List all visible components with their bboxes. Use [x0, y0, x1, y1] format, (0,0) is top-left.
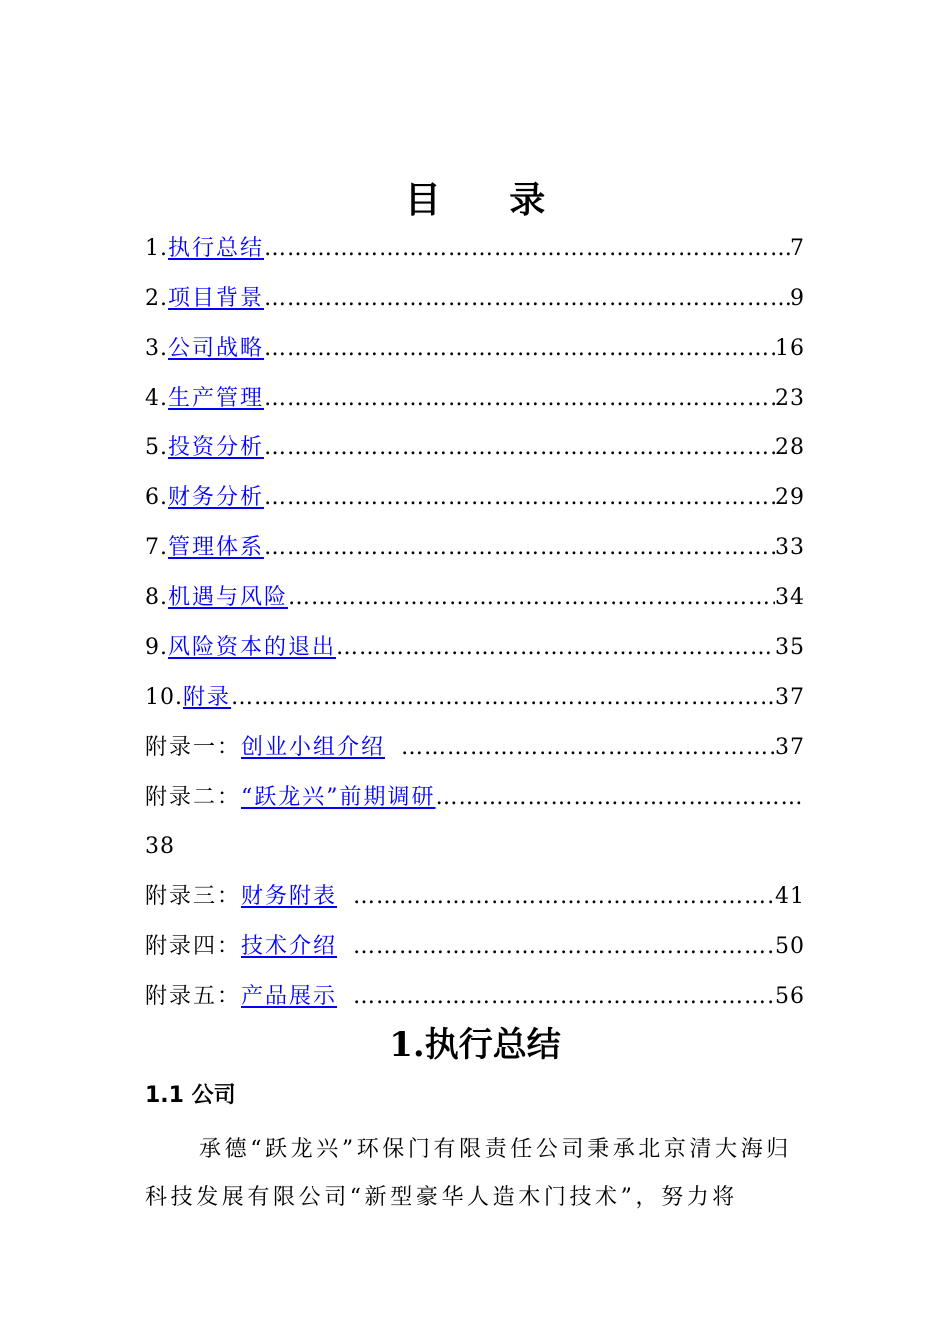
toc-page-number: 9	[790, 286, 805, 311]
toc-entry-number: 2.	[145, 286, 168, 311]
toc-dot-leader	[401, 733, 775, 763]
toc-dot-leader	[436, 783, 805, 813]
toc-entry	[145, 234, 805, 264]
toc-dot-leader	[264, 384, 775, 414]
toc-link-executive-summary[interactable]: 执行总结	[168, 236, 265, 261]
toc-entry	[145, 533, 805, 563]
toc-dot-leader	[264, 284, 790, 314]
toc-entry	[145, 334, 805, 364]
toc-appendix-entry	[145, 982, 805, 1012]
toc-link-preliminary-research[interactable]: “跃龙兴”前期调研	[241, 785, 436, 810]
toc-page-number: 38	[145, 834, 175, 859]
toc-dot-leader	[288, 583, 775, 613]
toc-entry	[145, 483, 805, 513]
toc-link-appendix[interactable]: 附录	[183, 685, 232, 710]
toc-link-production-management[interactable]: 生产管理	[168, 386, 265, 411]
toc-link-investment-analysis[interactable]: 投资分析	[168, 435, 265, 460]
toc-page-number: 16	[775, 336, 805, 361]
toc-entry-number: 9.	[145, 635, 168, 660]
toc-entry	[145, 284, 805, 314]
toc-page-number: 29	[775, 485, 805, 510]
toc-entry-number: 1.	[145, 236, 168, 261]
toc-entry	[145, 633, 805, 663]
toc-page-number: 37	[775, 735, 805, 760]
toc-dot-leader	[264, 433, 775, 463]
toc-dot-leader	[353, 882, 775, 912]
toc-page-number: 37	[775, 685, 805, 710]
toc-link-project-background[interactable]: 项目背景	[168, 286, 265, 311]
toc-dot-leader	[336, 633, 775, 663]
toc-link-financial-analysis[interactable]: 财务分析	[168, 485, 265, 510]
toc-page-number: 50	[775, 934, 805, 959]
toc-appendix-prefix: 附录四：	[145, 934, 242, 959]
toc-page-number: 7	[790, 236, 805, 261]
toc-page-number: 56	[775, 984, 805, 1009]
toc-page-number: 23	[775, 386, 805, 411]
toc-entry	[145, 433, 805, 463]
toc-link-financial-tables[interactable]: 财务附表	[241, 884, 338, 909]
toc-link-technology-intro[interactable]: 技术介绍	[241, 934, 338, 959]
toc-link-company-strategy[interactable]: 公司战略	[168, 336, 265, 361]
toc-link-founding-team[interactable]: 创业小组介绍	[241, 735, 386, 760]
toc-link-opportunities-risks[interactable]: 机遇与风险	[168, 585, 289, 610]
toc-dot-leader	[353, 982, 775, 1012]
toc-entry-number: 6.	[145, 485, 168, 510]
toc-entry-number: 3.	[145, 336, 168, 361]
toc-entry-number: 8.	[145, 585, 168, 610]
toc-dot-leader	[353, 932, 775, 962]
toc-dot-leader	[264, 533, 775, 563]
toc-entry-number: 10.	[145, 685, 183, 710]
toc-page-number: 28	[775, 435, 805, 460]
toc-appendix-prefix: 附录五：	[145, 984, 242, 1009]
section-subheading: 1.1 公司	[145, 1083, 236, 1108]
body-paragraph: 承德“跃龙兴”环保门有限责任公司秉承北京清大海归科技发展有限公司“新型豪华人造木门技术”，努力将	[145, 1137, 792, 1210]
toc-appendix-prefix: 附录一：	[145, 735, 242, 760]
toc-link-management-system[interactable]: 管理体系	[168, 535, 265, 560]
toc-entry-number: 5.	[145, 435, 168, 460]
toc-appendix-prefix: 附录三：	[145, 884, 242, 909]
toc-entry	[145, 683, 805, 713]
toc-dot-leader	[264, 483, 775, 513]
toc-dot-leader	[231, 683, 775, 713]
toc-appendix-entry	[145, 882, 805, 912]
toc-dot-leader	[264, 334, 775, 364]
toc-entry	[145, 384, 805, 414]
toc-page-number: 35	[775, 635, 805, 660]
section-heading: 1.执行总结	[389, 1025, 561, 1065]
toc-appendix-entry	[145, 783, 805, 813]
toc-entry	[145, 583, 805, 613]
toc-entry-number: 7.	[145, 535, 168, 560]
toc-dot-leader	[264, 234, 790, 264]
toc-entry-number: 4.	[145, 386, 168, 411]
toc-link-venture-capital-exit[interactable]: 风险资本的退出	[168, 635, 337, 660]
toc-link-product-showcase[interactable]: 产品展示	[241, 984, 338, 1009]
toc-title: 目 录	[404, 179, 574, 221]
toc-page-number: 41	[775, 884, 805, 909]
toc-page-number: 33	[775, 535, 805, 560]
toc-page-number: 34	[775, 585, 805, 610]
toc-appendix-entry	[145, 932, 805, 962]
toc-appendix-entry	[145, 733, 805, 763]
toc-appendix-prefix: 附录二：	[145, 785, 242, 810]
